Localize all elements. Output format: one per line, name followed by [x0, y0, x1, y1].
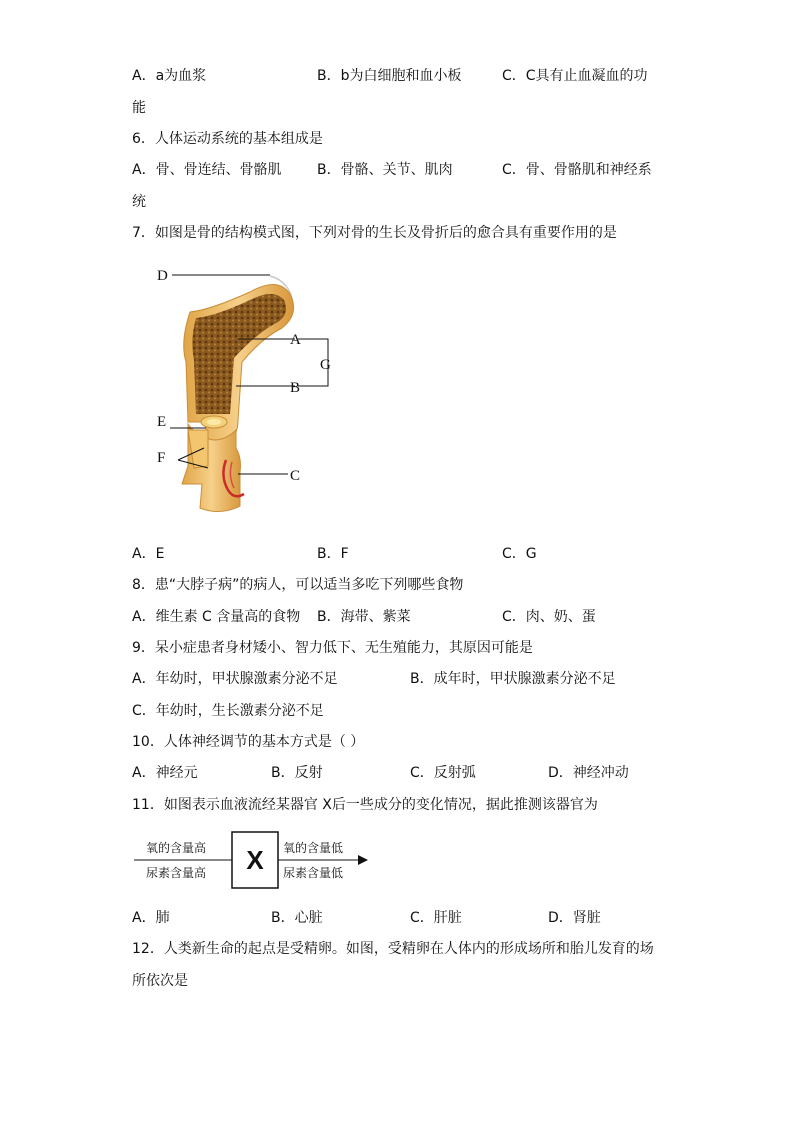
q11-option-a: A．肺 [132, 910, 170, 926]
q5-option-b: B．b为白细胞和血小板 [317, 68, 462, 84]
bone-label-b: B [290, 380, 301, 396]
q9-option-c: C．年幼时，生长激素分泌不足 [132, 703, 324, 719]
bone-label-e: E [157, 414, 167, 430]
q6-stem: 6．人体运动系统的基本组成是 [132, 131, 323, 147]
q10-option-a: A．神经元 [132, 765, 198, 781]
q7-option-a: A．E [132, 546, 165, 562]
q11-option-d: D．肾脏 [548, 910, 601, 926]
flow-right-bottom: 尿素含量低 [283, 866, 344, 880]
bone-label-d: D [157, 268, 168, 284]
q8-option-a: A．维生素 C 含量高的食物 [132, 609, 301, 625]
q11-option-b: B．心脏 [271, 910, 323, 926]
q8-option-c: C．肉、奶、蛋 [502, 609, 596, 625]
q9-stem: 9．呆小症患者身材矮小、智力低下、无生殖能力，其原因可能是 [132, 640, 533, 656]
q8-option-b: B．海带、紫菜 [317, 609, 411, 625]
flow-organ-box: X [246, 845, 264, 875]
flow-left-top: 氧的含量高 [146, 841, 207, 855]
q10-stem: 10．人体神经调节的基本方式是（ ） [132, 734, 365, 750]
q10-option-d: D．神经冲动 [548, 765, 629, 781]
q7-option-c: C．G [502, 546, 537, 562]
q12-stem-line2: 所依次是 [132, 973, 188, 989]
bone-label-c: C [290, 468, 301, 484]
q12-stem-line1: 12．人类新生命的起点是受精卵。如图，受精卵在人体内的形成场所和胎儿发育的场 [132, 941, 654, 957]
q6-option-c-continued: 统 [132, 194, 146, 210]
bone-label-a: A [290, 332, 301, 348]
q6-option-a: A．骨、骨连结、骨骼肌 [132, 162, 282, 178]
q6-option-b: B．骨骼、关节、肌肉 [317, 162, 453, 178]
q10-option-b: B．反射 [271, 765, 323, 781]
q10-option-c: C．反射弧 [410, 765, 476, 781]
flow-right-top: 氧的含量低 [283, 841, 344, 855]
bone-label-f: F [157, 450, 166, 466]
q7-option-b: B．F [317, 546, 349, 562]
q6-option-c: C．骨、骨骼肌和神经系 [502, 162, 652, 178]
q9-option-b: B．成年时，甲状腺激素分泌不足 [410, 671, 616, 687]
q7-stem: 7．如图是骨的结构模式图，下列对骨的生长及骨折后的愈合具有重要作用的是 [132, 225, 617, 241]
q9-option-a: A．年幼时，甲状腺激素分泌不足 [132, 671, 338, 687]
q8-stem: 8．患“大脖子病”的病人，可以适当多吃下列哪些食物 [132, 577, 464, 593]
q5-option-a: A．a为血浆 [132, 68, 207, 84]
q11-option-c: C．肝脏 [410, 910, 462, 926]
bone-structure-figure [150, 262, 350, 522]
q11-stem: 11．如图表示血液流经某器官 X后一些成分的变化情况，据此推测该器官为 [132, 797, 598, 813]
flow-left-bottom: 尿素含量高 [146, 866, 207, 880]
q5-option-c-continued: 能 [132, 100, 146, 116]
bone-label-g: G [320, 357, 331, 373]
q5-option-c: C．C具有止血凝血的功 [502, 68, 648, 84]
